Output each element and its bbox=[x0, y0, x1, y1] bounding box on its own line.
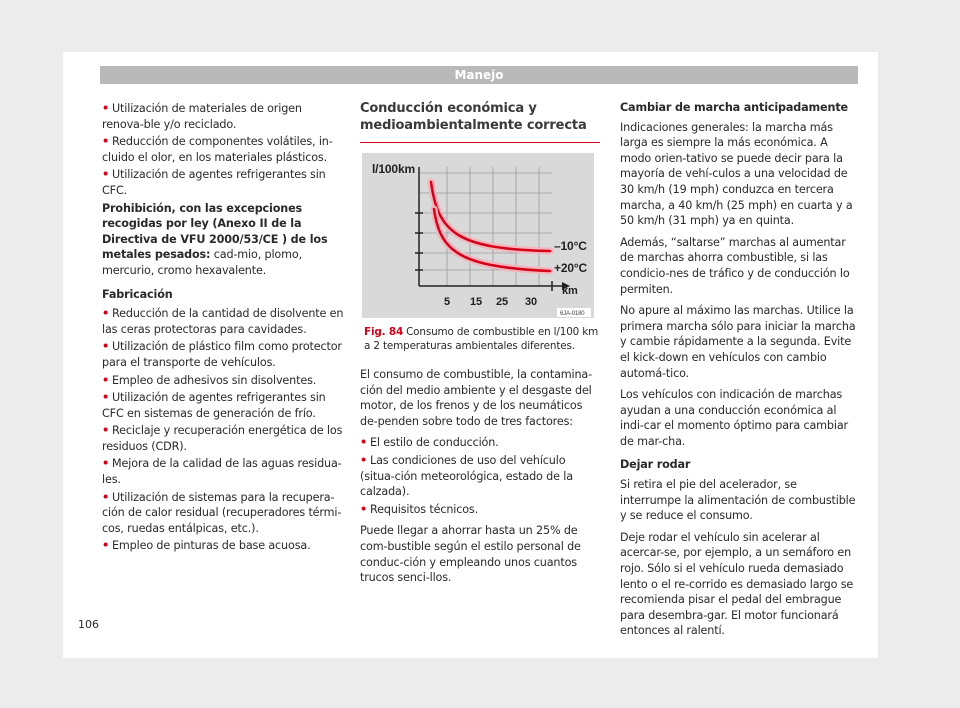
x-tick-label: 15 bbox=[470, 296, 482, 308]
bullet-dot: • bbox=[102, 168, 110, 182]
page-header: Manejo bbox=[100, 66, 858, 84]
bullet-dot: • bbox=[102, 340, 110, 354]
bullet-item bbox=[102, 167, 344, 198]
heading-cambiar-marcha: Cambiar de marcha anticipadamente bbox=[620, 101, 848, 114]
x-axis-label: km bbox=[562, 285, 578, 297]
law-bold: Prohibición, con las excepciones recogidas por ley (Anexo II de la Directiva de VFU 2000/53/CE ) de los metales pesados: bbox=[102, 201, 328, 262]
x-tick-label: 30 bbox=[525, 296, 537, 308]
bullet-dot: • bbox=[360, 453, 368, 467]
bullet-dot: • bbox=[102, 307, 110, 321]
curve-label-cold: –10°C bbox=[554, 239, 587, 253]
page-number: 106 bbox=[78, 618, 99, 631]
bullet-text: Empleo de adhesivos sin disolventes. bbox=[112, 373, 317, 387]
bullet-text: Utilización de sistemas para la recupera-ción de calor residual (recuperadores térmi-cos, ruedas entálpicas, etc.). bbox=[102, 490, 342, 535]
curve-label-warm: +20°C bbox=[554, 261, 588, 275]
bullet-item bbox=[102, 490, 344, 537]
bullet-text: Utilización de materiales de origen renova-ble y/o reciclado. bbox=[102, 102, 302, 131]
bullet-item bbox=[102, 306, 344, 337]
bullet-dot: • bbox=[360, 436, 368, 450]
section-title-line1: Conducción económica y bbox=[360, 101, 537, 116]
law-rest: cad-mio, plomo, mercurio, cromo hexavalente. bbox=[102, 248, 302, 277]
bullet-text: El estilo de conducción. bbox=[370, 436, 499, 450]
bullet-text: Reciclaje y recuperación energética de los residuos (CDR). bbox=[102, 424, 343, 453]
paragraph: Deje rodar el vehículo sin acelerar al acercar-se, por ejemplo, a un semáforo en rojo. Sólo si el vehículo rueda demasiado lento o el re-corrido es demasiado largo se recomienda pisar el pedal del embrague para desembra-gar. El motor funcionará entonces al ralentí. bbox=[620, 530, 854, 638]
heading-dejar-rodar: Dejar rodar bbox=[620, 458, 691, 472]
paragraph: No apure al máximo las marchas. Utilice la primera marcha sólo para iniciar la marcha y cambie rápidamente a la segunda. Evite el kick-down en vehículos con cambio automá-tico. bbox=[620, 304, 856, 380]
column-right bbox=[620, 100, 860, 645]
x-tick-label: 5 bbox=[444, 296, 450, 308]
bullet-text: Reducción de la cantidad de disolvente en las ceras protectoras para cavidades. bbox=[102, 307, 344, 336]
bullet-item bbox=[102, 101, 344, 132]
paragraph: Además, “saltarse” marchas al aumentar de marchas ahorra combustible, si las condicio-nes de tráfico y de conducción lo permiten. bbox=[620, 235, 850, 296]
bullet-text: Mejora de la calidad de las aguas residua-les. bbox=[102, 457, 342, 487]
section-title bbox=[360, 100, 600, 143]
bullet-item bbox=[102, 538, 344, 554]
bullet-text: Utilización de agentes refrigerantes sin CFC. bbox=[102, 168, 326, 197]
fabricacion-heading: Fabricación bbox=[102, 287, 173, 301]
bullet-dot: • bbox=[102, 102, 110, 115]
bullet-item bbox=[360, 453, 600, 500]
bullet-item bbox=[102, 456, 344, 487]
figure-caption-text: Consumo de combustible en l/100 km a 2 temperaturas ambientales diferentes. bbox=[364, 326, 599, 352]
bullet-item bbox=[102, 373, 344, 389]
paragraph: Indicaciones generales: la marcha más larga es siempre la más económica. A modo orien-tativo se puede decir para la mayoría de vehí-culos a una velocidad de 30 km/h (19 mph) conduzca en tercera marcha, a 40 km/h (25 mph) en cuarta y a 50 km/h (31 mph) ya en quinta. bbox=[620, 120, 853, 228]
bullet-text: Reducción de componentes volátiles, in-cluido el olor, en los materiales plásticos. bbox=[102, 135, 333, 164]
x-tick-label: 25 bbox=[496, 296, 508, 308]
curve-warm-glow bbox=[434, 209, 550, 271]
column-middle bbox=[360, 100, 600, 592]
bullet-item bbox=[102, 339, 344, 370]
bullet-item bbox=[360, 435, 600, 451]
figure-caption bbox=[364, 326, 600, 353]
bullet-text: Requisitos técnicos. bbox=[370, 502, 479, 516]
section-title-line2: medioambientalmente correcta bbox=[360, 118, 587, 133]
law-paragraph bbox=[102, 201, 344, 279]
bullet-dot: • bbox=[102, 373, 110, 387]
bullet-dot: • bbox=[102, 391, 110, 405]
figure-consumption-chart bbox=[362, 153, 594, 318]
bullet-item bbox=[102, 134, 344, 165]
bullet-dot: • bbox=[102, 135, 110, 149]
bullet-text: Utilización de agentes refrigerantes sin CFC en sistemas de generación de frío. bbox=[102, 391, 326, 420]
paragraph: Si retira el pie del acelerador, se interrumpe la alimentación de combustible y se reduce el consumo. bbox=[620, 478, 856, 523]
column-left bbox=[102, 101, 344, 556]
paragraph: Los vehículos con indicación de marchas ayudan a una conducción económica al indi-car el momento óptimo para cambiar de mar-cha. bbox=[620, 388, 848, 448]
bullet-dot: • bbox=[102, 424, 110, 438]
bullet-item bbox=[102, 423, 344, 454]
bullet-text: Utilización de plástico film como protector para el transporte de vehículos. bbox=[102, 340, 342, 369]
bullet-dot: • bbox=[360, 502, 368, 516]
bullet-dot: • bbox=[102, 539, 110, 553]
bullet-item bbox=[102, 390, 344, 421]
outro-paragraph: Puede llegar a ahorrar hasta un 25% de com-bustible según el estilo personal de conduc-ción y empleando unos cuantos trucos senci-llos. bbox=[360, 524, 581, 585]
figure-code: 6JA-0180 bbox=[560, 311, 585, 317]
intro-paragraph: El consumo de combustible, la contamina-ción del medio ambiente y el desgaste del motor, de los frenos y de los neumáticos de-penden sobre todo de tres factores: bbox=[360, 368, 593, 428]
bullet-item bbox=[360, 502, 600, 518]
y-axis-label: l/100km bbox=[372, 162, 415, 176]
bullet-text: Empleo de pinturas de base acuosa. bbox=[112, 539, 311, 553]
bullet-dot: • bbox=[102, 490, 110, 504]
chart-svg bbox=[362, 153, 594, 318]
figure-number: Fig. 84 bbox=[364, 326, 404, 338]
bullet-text: Las condiciones de uso del vehículo (situa-ción meteorológica, estado de la calzada). bbox=[360, 453, 573, 499]
bullet-dot: • bbox=[102, 457, 110, 471]
